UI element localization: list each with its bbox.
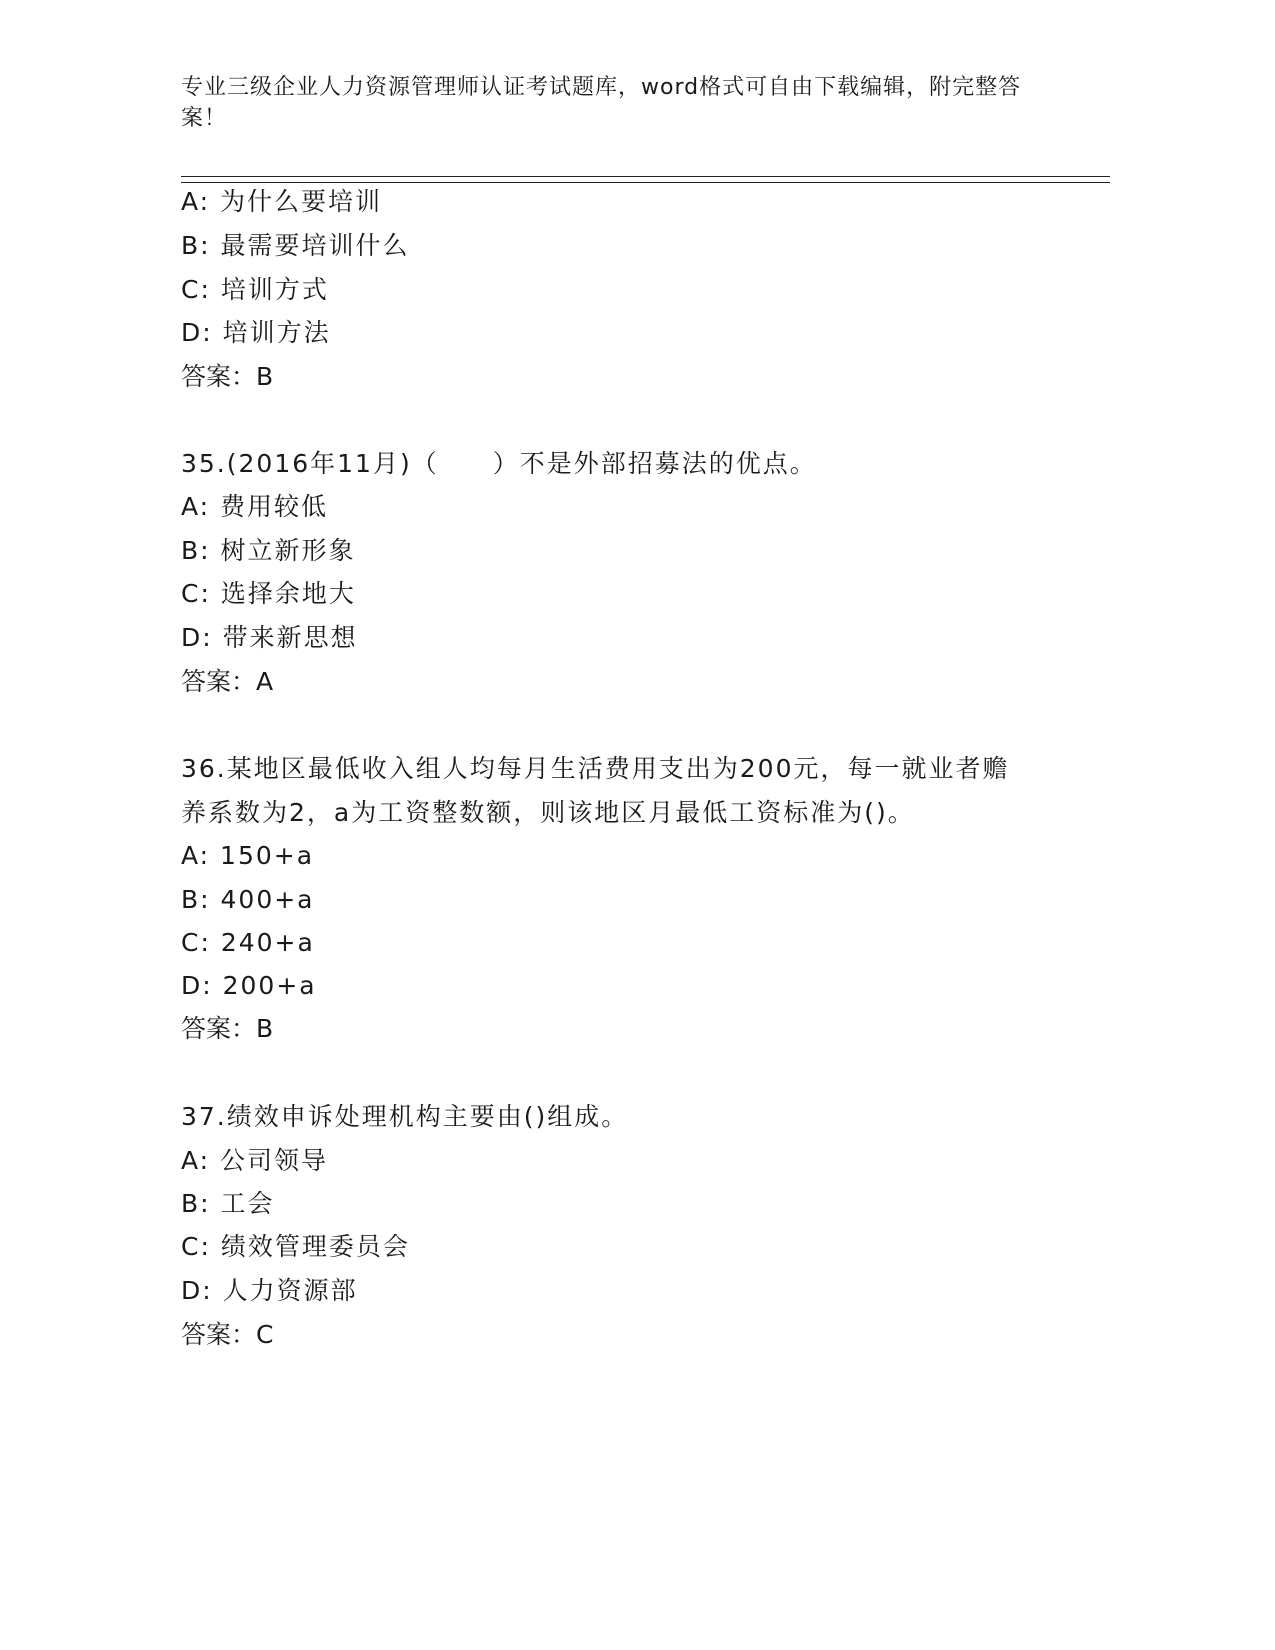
q34-answer: 答案：B	[181, 362, 274, 391]
q35-answer: 答案：A	[181, 667, 274, 696]
document-header: 专业三级企业人力资源管理师认证考试题库，word格式可自由下载编辑，附完整答案！	[181, 75, 1022, 131]
q37-stem: 37.绩效申诉处理机构主要由()组成。	[181, 1102, 629, 1131]
header-rule-top	[181, 176, 1110, 177]
q34-option-d: D: 培训方法	[181, 318, 331, 347]
q36-option-a: A: 150+a	[181, 841, 315, 870]
q37-option-b: B: 工会	[181, 1189, 275, 1218]
q35-option-d: D: 带来新思想	[181, 623, 358, 652]
q36-option-c: C: 240+a	[181, 928, 315, 957]
q37-option-a: A: 公司领导	[181, 1146, 329, 1175]
q34-option-c: C: 培训方式	[181, 275, 329, 304]
q35-option-a: A: 费用较低	[181, 492, 329, 521]
q36-stem-line1: 36.某地区最低收入组人均每月生活费用支出为200元，每一就业者赡	[181, 754, 1010, 783]
q37-option-c: C: 绩效管理委员会	[181, 1232, 410, 1261]
q37-option-d: D: 人力资源部	[181, 1276, 358, 1305]
q35-option-b: B: 树立新形象	[181, 536, 356, 565]
q36-option-b: B: 400+a	[181, 885, 315, 914]
q35-option-c: C: 选择余地大	[181, 579, 356, 608]
q34-option-a: A: 为什么要培训	[181, 187, 383, 216]
q34-option-b: B: 最需要培训什么	[181, 231, 410, 260]
q36-option-d: D: 200+a	[181, 971, 317, 1000]
q36-stem-line2: 养系数为2，a为工资整数额，则该地区月最低工资标准为()。	[181, 798, 915, 827]
q37-answer: 答案：C	[181, 1320, 274, 1349]
q36-answer: 答案：B	[181, 1014, 274, 1043]
q35-stem: 35.(2016年11月)（ ）不是外部招募法的优点。	[181, 449, 817, 478]
header-rule-bottom	[181, 182, 1110, 183]
